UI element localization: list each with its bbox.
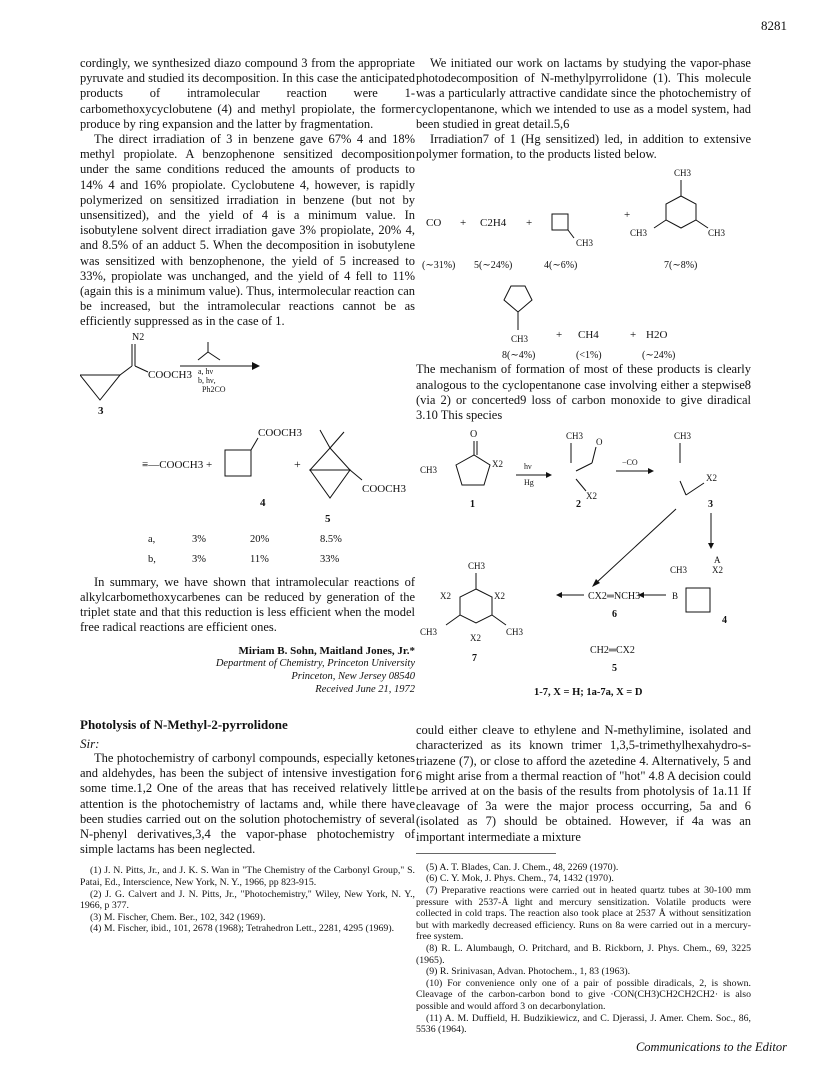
footnote: (5) A. T. Blades, Can. J. Chem., 48, 2269 (1970). [426,861,619,873]
plus-sign: + [556,329,563,342]
arrow-head [708,543,714,549]
bond [696,220,708,228]
methyl-label: CH3 [511,334,529,345]
arrow-head [252,362,260,370]
bond [686,483,704,495]
plus-sign: + [630,329,637,342]
condition-b: b, hν, [198,375,216,385]
yield-cell: 11% [250,553,269,565]
condition-a: a, hν [198,366,214,376]
bond [330,432,344,448]
methyl-label: CH3 [468,561,486,572]
triazine-ring [666,196,696,228]
paragraph: In summary, we have shown that intramolecular reactions of alkylcarbomethoxycarbenes can be reduced by generation of the triplet state and that this reduction is less efficient when the model free radical reactions are efficient ones. [80,574,415,635]
bond [680,481,686,495]
page-number: 8281 [761,18,787,33]
methyl-label: CH3 [674,168,692,179]
isobutylene-bond [198,352,208,360]
path-b-label: B [672,591,679,602]
propiolate-label: ≡—COOCH3 + [142,458,213,471]
footnote: (7) Preparative reactions were carried out in heated quartz tubes at 30-100 mm pressure with 2537-Å light and mercury sensitization. Volatile products were collected in cold traps. The reaction also took place at 2537 Å without sensitization but with markedly decreased efficiency. Runs on 8a were carried out in a mercury-free system. [416,885,751,943]
yield-cell: 33% [320,553,340,565]
plus-sign: + [526,217,533,230]
yield-label: 8(∼4%) [502,350,536,362]
ethylene-label: C2H4 [480,217,507,230]
cond-cell: a, [148,533,156,545]
methyl-label: CH3 [420,465,438,476]
compound-note: 1-7, X = H; 1a-7a, X = D [534,687,643,699]
yield-table [148,534,342,565]
footnote: (2) J. G. Calvert and J. N. Pitts, Jr., "Photochemistry," Wiley, New York, N. Y., 1966, p 377. [80,888,415,912]
right-column [416,56,751,1036]
compound-3-label: 3 [708,499,713,511]
footnote: (10) For convenience only one of a pair of possible diradicals, 2, is shown. Cleavage of the carbon-carbon bond to give ·CON(CH3)CH2CH2CH2· is also possible and would afford 3 on decarbonylation. [416,977,751,1012]
footnote: (11) A. M. Duffield, H. Budzikiewicz, and C. Djerassi, J. Amer. Chem. Soc., 86, 5536 (1964). [416,1012,751,1036]
n2-label: N2 [132,331,145,343]
olefin-label: CH2═CX2 [590,645,635,657]
yield-label: (∼31%) [422,260,456,272]
methyl-label: CH3 [566,431,584,442]
bond [576,463,592,471]
paragraph: The photochemistry of carbonyl compounds, especially ketones and aldehydes, has been the subject of intensive investigation for some time.1,2 One of the areas that has received relatively little attention is the photochemistry of lactams and, while there have been studies carried out on the solution photochemistry of several N-phenyl derivatives,3,4 the vapor-phase photochemistry of simple lactams has been neglected. [80,751,415,857]
cyclopropane-ring [310,448,350,470]
methyl-label: CH3 [674,431,692,442]
compound-6-label: 6 [612,609,617,621]
hv-label: hν [524,462,532,472]
yield-label: (∼24%) [642,350,676,362]
adduct-ester: COOCH3 [362,482,407,495]
compound-5-label: 5 [325,512,331,525]
bond [120,366,132,375]
plus-sign: + [294,456,301,471]
bond [492,615,506,625]
compound-3-label: 3 [98,404,104,417]
cyclobutene-ring [225,450,251,476]
ester-label: COOCH3 [148,368,193,381]
x2-label: X2 [706,473,717,484]
x2-label: X2 [492,459,503,470]
footnotes [416,862,751,1036]
x2-label: X2 [586,491,597,502]
isobutylene-bond [208,352,220,360]
footnote: (3) M. Fischer, Chem. Ber., 102, 342 (1969). [90,911,266,923]
footnote: (6) C. Y. Mok, J. Phys. Chem., 74, 1432 (1970). [426,873,614,885]
paragraph: Irradiation7 of 1 (Hg sensitized) led, in addition to extensive polymer formation, to the products listed below. [416,132,751,162]
footnote-rule [416,853,556,854]
paragraph: We initiated our work on lactams by studying the vapor-phase photodecomposition of N-methylpyrrolidone (1). This molecule was a particularly attractive candidate since the photochemistry of cyclopentanone, which we intended to use as a model system, had been studied in great detail.5,6 [416,56,751,131]
compound-5-label: 5 [612,663,617,675]
methyl-label: CH3 [670,565,688,576]
bond [320,430,330,448]
azetidine-ring [686,588,710,612]
signature-block [80,645,415,696]
path-a-label: A [714,555,721,566]
received-date: Received June 21, 1972 [315,683,415,695]
footnote: (8) R. L. Alumbaugh, O. Pritchard, and B. Rickborn, J. Phys. Chem., 69, 3225 (1965). [416,943,751,966]
bond [251,438,258,450]
bond [446,615,460,625]
author-names: Miriam B. Sohn, Maitland Jones, Jr.* [238,645,415,658]
cyclobutene-ester: COOCH3 [258,426,303,439]
methyl-label: CH3 [708,228,726,239]
bond [135,366,148,372]
article-title: Photolysis of N-Methyl-2-pyrrolidone [80,716,288,732]
imine-label: CX2═NCH3 [588,591,641,603]
bond [576,479,586,491]
left-column [80,56,415,935]
compound-4-label: 4 [722,615,727,627]
city: Princeton, New Jersey 08540 [291,671,415,683]
yield-label: 5(∼24%) [474,260,513,272]
x2-label: X2 [470,633,481,644]
methyl-label: CH3 [630,228,648,239]
methyl-label: CH3 [506,627,524,638]
methyl-label: CH3 [576,238,594,249]
methyl-label: CH3 [420,627,438,638]
yield-label: (<1%) [576,350,602,362]
yield-cell: 8.5% [320,533,342,545]
hg-label: Hg [524,478,534,488]
bond [568,230,574,238]
cond-cell: b, [148,553,156,565]
arrow-head [556,592,562,598]
bond [592,447,596,463]
reaction-arrow [596,509,676,583]
bond [350,470,362,480]
plus-sign: + [460,217,467,230]
products-scheme [416,162,751,362]
pyrrole-ring [504,286,532,312]
mechanism-scheme [416,423,751,723]
yield-cell: 3% [192,553,206,565]
sensitizer: Ph2CO [202,384,226,394]
cyclopropyl-ring [80,375,120,400]
footnote: (9) R. Srinivasan, Advan. Photochem., 1, 83 (1963). [426,966,631,978]
yield-cell: 3% [192,533,206,545]
water-label: H2O [646,329,668,342]
azetidine-ring [552,214,568,230]
salutation: Sir: [80,735,100,751]
methane-label: CH4 [578,329,599,342]
triazine-ring [460,589,492,623]
paragraph: could either cleave to ethylene and N-methylimine, isolated and characterized as its known trimer 1,3,5-trimethylhexahydro-s-triazene (7), or close to afford the azetedine 4. Alternatively, 5 and 6 might arise from a thermal reaction of "hot" 4.8 A decision could be arrived at on the basis of the results from photolysis of 1a.11 If cleavage of 3a were the major process occurring, 5a and 6 (isolated as 7) should be obtained. However, if 4a was an important intermediate a mixture [416,723,751,844]
arrow-head [648,468,654,474]
co-label: CO [426,217,442,230]
compound-7-label: 7 [472,653,477,665]
minus-co-label: −CO [622,458,638,468]
footnote: (4) M. Fischer, ibid., 101, 2678 (1968); Tetrahedron Lett., 2281, 4295 (1969). [90,923,395,935]
x2-label: X2 [440,591,451,602]
department: Department of Chemistry, Princeton University [215,658,415,670]
x2-label: X2 [712,565,723,576]
arrow-head [546,472,552,478]
oxygen-label: O [596,437,603,448]
running-footer: Communications to the Editor [635,1040,787,1054]
paragraph: cordingly, we synthesized diazo compound 3 from the appropriate pyruvate and studied its decomposition. In this case the anticipated products of intramolecular reaction were 1-carbomethoxycyclobutene (4) and methyl propiolate, the former produce by ring expansion and the latter by fragmentation. [80,56,415,131]
footnotes [80,865,415,935]
compound-2-label: 2 [576,499,581,511]
compound-1-label: 1 [470,499,475,511]
lactam-ring [456,455,490,485]
paragraph: The direct irradiation of 3 in benzene gave 67% 4 and 18% methyl propiolate. A benzophenone sensitized decomposition under the same conditions reduced the amounts of products to 14% 4 and 16% propiolate. Cyclobutene 4, however, is rapidly polymerized on sensitized irradiation in benzene (but not by unsensitized), and the yield of 4 is a minimum value. In isobutylene solvent direct irradiation gave 3% propiolate, 20% 4, and 8.5% of an adduct 5. When the decomposition in isobutylene was sensitized with benzophenone, the yield of 5 increased to 33%, propiolate was unchanged, and the yield of 4 fell to 11% (again this is a minimum value). Thus, intermolecular reaction can be increased, but the intramolecular reactions cannot be as efficiently suppressed as in the case of 1. [80,132,415,329]
x2-label: X2 [494,591,505,602]
footnote: (1) J. N. Pitts, Jr., and J. K. S. Wan in "The Chemistry of the Carbonyl Group," S. Patai, Ed., Interscience, New York, N. Y., 1966, pp 823-915. [80,865,415,889]
paragraph: The mechanism of formation of most of these products is clearly analogous to the cyclopentanone case involving either a stepwise8 (via 2) or concerted9 loss of carbon monoxide to give diradical 3.10 This species [416,362,751,423]
yield-label: 4(∼6%) [544,260,578,272]
cyclopropane-ring [310,470,350,498]
plus-sign: + [624,209,631,222]
scheme-diazo-decomposition [80,330,415,575]
oxygen-label: O [470,429,478,441]
yield-cell: 20% [250,533,270,545]
compound-4-label: 4 [260,496,266,509]
bond [654,220,666,228]
yield-label: 7(∼8%) [664,260,698,272]
